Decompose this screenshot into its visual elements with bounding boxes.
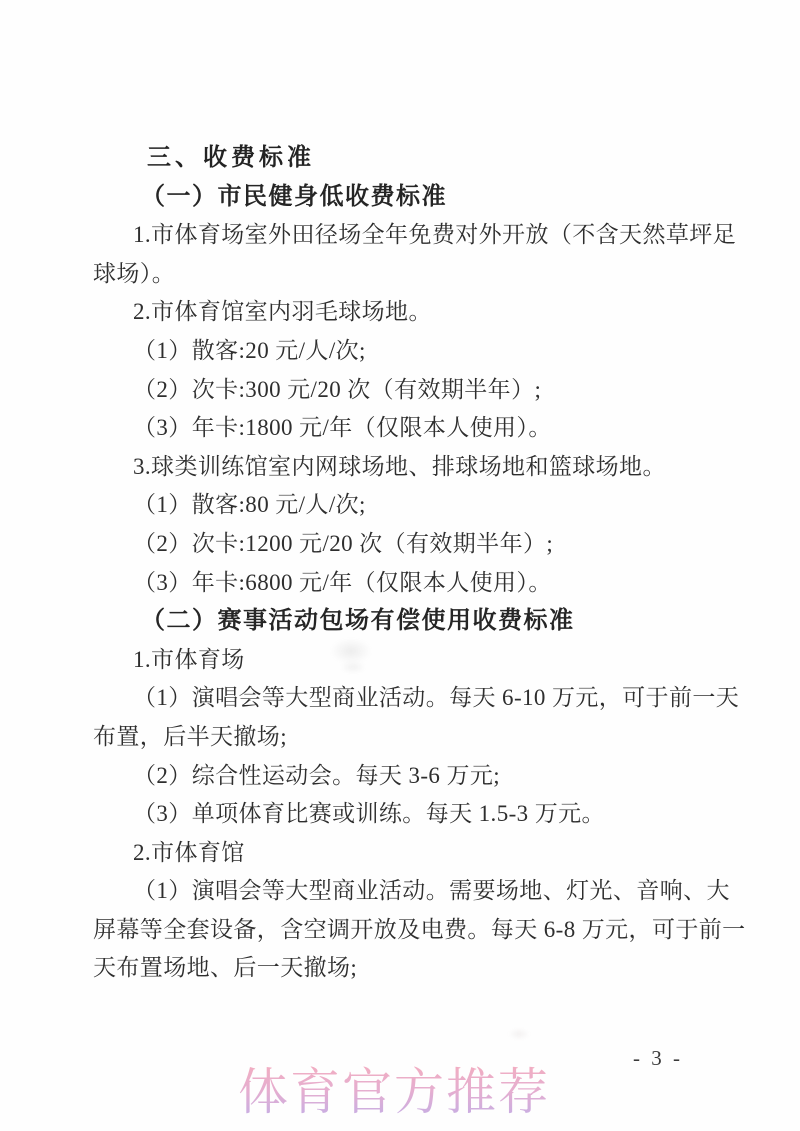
doc-line: （1）散客:20 元/人/次;	[133, 337, 366, 363]
doc-line: 天布置场地、后一天撤场;	[93, 955, 358, 981]
doc-line: 布置，后半天撤场;	[93, 723, 287, 749]
doc-line: 1.市体育场室外田径场全年免费对外开放（不含天然草坪足	[133, 222, 737, 248]
section-heading: 三、收费标准	[147, 144, 315, 171]
doc-line: （2）次卡:1200 元/20 次（有效期半年）;	[133, 530, 554, 556]
watermark-text: 体育官方推荐	[238, 1052, 550, 1124]
document-body	[93, 139, 746, 988]
doc-line: （1）散客:80 元/人/次;	[133, 492, 366, 518]
doc-line: （2）次卡:300 元/20 次（有效期半年）;	[133, 376, 542, 402]
doc-line: （1）演唱会等大型商业活动。每天 6-10 万元，可于前一天	[133, 685, 740, 711]
doc-line: （3）单项体育比赛或训练。每天 1.5-3 万元。	[133, 801, 605, 827]
page-number: - 3 -	[633, 1046, 683, 1070]
scan-smudge	[508, 1028, 530, 1040]
doc-line: 1.市体育场	[133, 646, 245, 672]
doc-line: 2.市体育馆	[133, 839, 245, 865]
doc-line: （2）综合性运动会。每天 3-6 万元;	[133, 762, 501, 788]
doc-line: （3）年卡:6800 元/年（仅限本人使用）。	[133, 569, 552, 595]
doc-line: 球场）。	[93, 260, 176, 286]
subsection-title-2: （二）赛事活动包场有偿使用收费标准	[141, 608, 575, 635]
doc-line: （1）演唱会等大型商业活动。需要场地、灯光、音响、大	[133, 878, 730, 904]
doc-line: （3）年卡:1800 元/年（仅限本人使用）。	[133, 415, 552, 441]
doc-line: 2.市体育馆室内羽毛球场地。	[133, 299, 432, 325]
doc-line: 屏幕等全套设备，含空调开放及电费。每天 6-8 万元，可于前一	[93, 916, 746, 942]
doc-line: 3.球类训练馆室内网球场地、排球场地和篮球场地。	[133, 453, 666, 479]
subsection-title-1: （一）市民健身低收费标准	[141, 183, 447, 210]
